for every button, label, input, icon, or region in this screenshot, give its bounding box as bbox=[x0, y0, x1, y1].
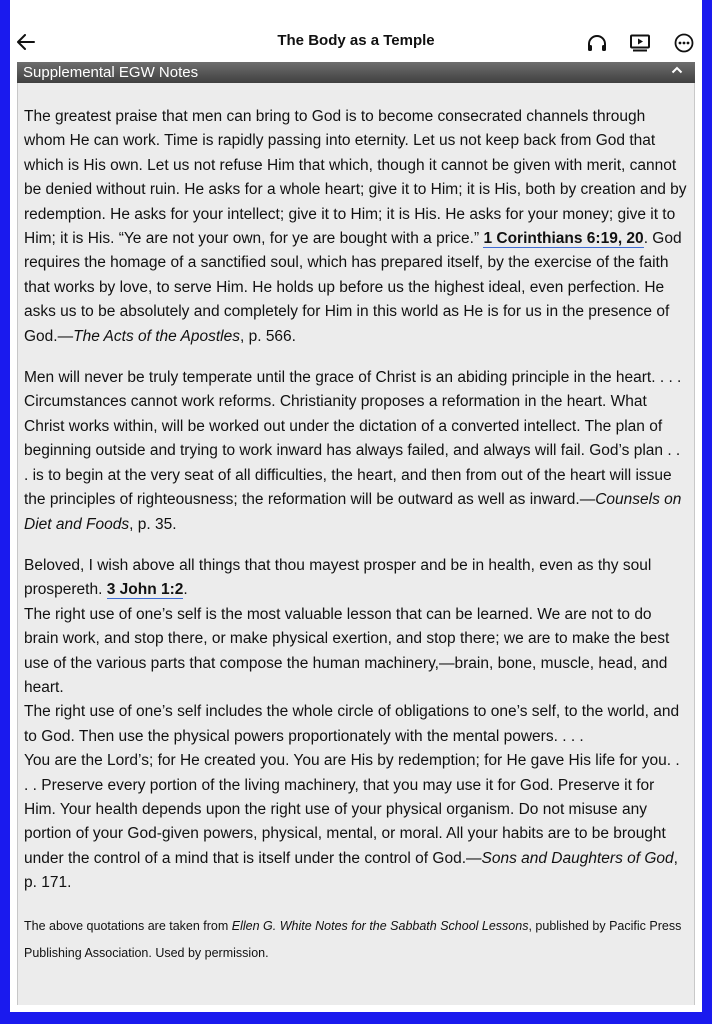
text: , published by Pacific Press Publishing Association. Used by permission. bbox=[24, 918, 682, 960]
headphones-icon bbox=[587, 34, 607, 52]
video-button[interactable] bbox=[627, 30, 653, 56]
scripture-link[interactable]: 1 Corinthians 6:19, 20 bbox=[483, 230, 644, 248]
top-app-bar bbox=[10, 22, 702, 62]
text: The above quotations are taken from bbox=[24, 918, 232, 933]
source-title: The Acts of the Apostles bbox=[73, 327, 240, 345]
page-ref: , p. 171. bbox=[24, 849, 678, 892]
text: The right use of one’s self includes the whole circle of obligations to one’s self, to the world, and to God. Then use the physical powers proportionately with the mental powers. . . . bbox=[24, 703, 680, 745]
audio-button[interactable] bbox=[584, 30, 610, 56]
status-bar bbox=[10, 0, 702, 12]
back-button[interactable] bbox=[14, 30, 38, 54]
bottom-margin bbox=[10, 1005, 702, 1012]
back-arrow-icon bbox=[17, 34, 35, 50]
paragraph-2 bbox=[24, 366, 688, 537]
text: The greatest praise that men can bring to God is to become consecrated channels through whom He can work. Time is rapidly passing into eternity. Let us not keep back from God that which is His own. Let us not refuse Him that which, though it cannot be given with merit, cannot be denied without ruin. He asks for a whole heart; give it to Him; it is His, both by creation and by redemption. He asks for your intellect; give it to Him; it is His. He asks for your money; give it to Him; it is His. “Ye are not your own, for ye are bought with a price.” bbox=[24, 108, 687, 248]
text: You are the Lord’s; for He created you. You are His by redemption; for He gave His life for you. . . . Preserve every portion of the living machinery, that you may use it for God. Preserve it for Him. Your health depends upon the right use of your physical organism. Do not misuse any portion of your God-given powers, physical, mental, or moral. All your habits are to be brought under the control of a mind that is itself under the control of God.— bbox=[24, 752, 680, 867]
paragraph-3 bbox=[24, 554, 688, 896]
text: The right use of one’s self is the most valuable lesson that can be learned. We are not to do brain work, and stop there, or make physical exertion, and stop there; we are to make the best use of the various parts that compose the human machinery,—brain, bone, muscle, head, and heart. bbox=[24, 605, 670, 696]
section-header-egw-notes[interactable] bbox=[17, 62, 695, 83]
text: Men will never be truly temperate until the grace of Christ is an abiding principle in the heart. . . . bbox=[24, 369, 682, 387]
scripture-link[interactable]: 3 John 1:2 bbox=[106, 581, 184, 599]
source-title: Counsels on Diet and Foods bbox=[24, 491, 682, 533]
text: . God requires the homage of a sanctified soul, which has prepared itself, by the exercise of the faith that works by love, to serve Him. He holds up before us the highest ideal, even perfection. He asks us to be absolutely and completely for Him in this world as He is for us in the presence of God.— bbox=[24, 230, 682, 345]
page-title: The Body as a Temple bbox=[277, 32, 435, 49]
page-ref: , p. 35. bbox=[129, 515, 177, 533]
more-options-button[interactable] bbox=[671, 30, 697, 56]
play-video-icon bbox=[630, 34, 650, 52]
text: Circumstances cannot work reforms. Christianity proposes a reformation in the heart. What Christ works within, will be worked out under the dictation of a converted intellect. The plan of beginning outside and trying to work inward has always failed, and always will fail. God’s plan . . . is to begin at the very seat of all difficulties, the heart, and then from out of the heart will issue the principles of righteousness; the reformation will be outward as well as inward.— bbox=[24, 393, 681, 509]
attribution-footnote bbox=[24, 913, 688, 967]
notes-content bbox=[17, 83, 695, 1005]
section-title: Supplemental EGW Notes bbox=[23, 64, 199, 81]
app-frame bbox=[10, 0, 702, 1012]
source-title: Sons and Daughters of God bbox=[481, 849, 674, 867]
text: Beloved, I wish above all things that thou mayest prosper and be in health, even as thy soul prospereth. bbox=[24, 556, 652, 599]
paragraph-1 bbox=[24, 105, 688, 349]
source-title: Ellen G. White Notes for the Sabbath School Lessons bbox=[231, 918, 529, 933]
more-options-icon bbox=[674, 33, 694, 53]
chevron-up-icon bbox=[671, 66, 683, 74]
text: . bbox=[183, 581, 188, 599]
page-ref: , p. 566. bbox=[239, 327, 296, 345]
